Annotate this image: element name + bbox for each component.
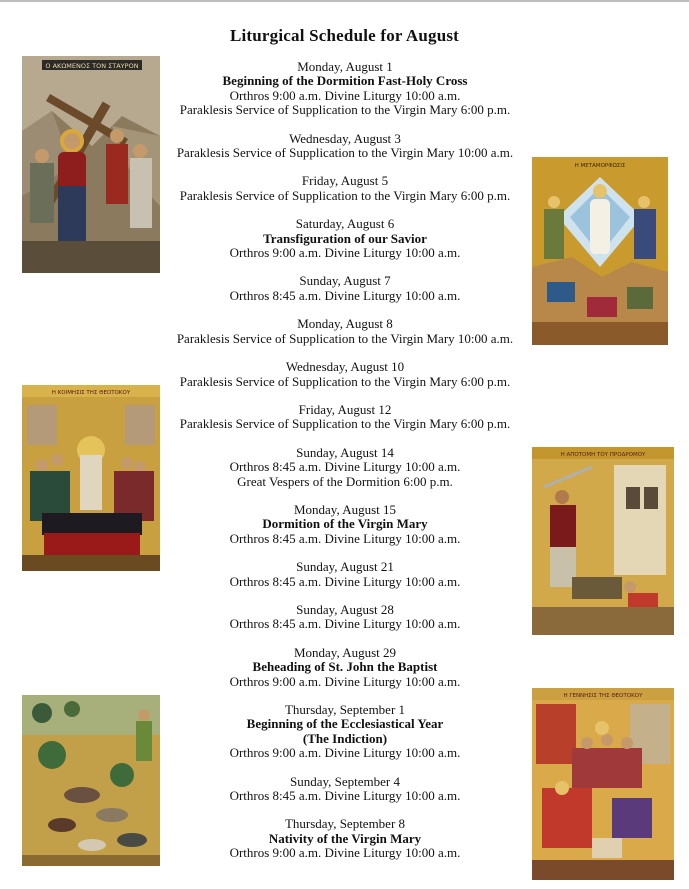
page-title: Liturgical Schedule for August xyxy=(229,26,460,45)
entry-service: Orthros 9:00 a.m. Divine Liturgy 10:00 a.m. xyxy=(229,745,461,761)
entry-service: Orthros 8:45 a.m. Divine Liturgy 10:00 a.m. xyxy=(229,573,461,589)
schedule-entry xyxy=(150,775,540,804)
entry-service: Orthros 8:45 a.m. Divine Liturgy 10:00 a.m. xyxy=(229,530,461,546)
entry-date: Thursday, September 1 xyxy=(284,702,406,717)
entry-date: Sunday, September 4 xyxy=(290,773,400,789)
entry-date: Sunday, August 7 xyxy=(299,273,391,289)
carrying-cross-caption: Ο ΑΚΩΜΕΝΟΣ ΤΟΝ ΣΤΑΥΡΟΝ xyxy=(45,62,139,70)
entry-service: Orthros 9:00 a.m. Divine Liturgy 10:00 a.m. xyxy=(229,673,461,689)
entry-date: Monday, August 8 xyxy=(297,316,393,332)
dormition-icon xyxy=(22,385,160,571)
entry-service: Paraklesis Service of Supplication to the Virgin Mary 10:00 a.m. xyxy=(176,330,514,346)
entry-feast: Beginning of the Dormition Fast-Holy Cross xyxy=(222,73,468,89)
schedule-entry xyxy=(150,274,540,303)
schedule-entry xyxy=(150,817,540,860)
entry-service: Orthros 8:45 a.m. Divine Liturgy 10:00 a.m. xyxy=(229,287,461,303)
creation-icon xyxy=(22,695,160,866)
entry-feast: Transfiguration of our Savior xyxy=(263,230,427,246)
schedule-entry xyxy=(150,174,540,203)
schedule-entry xyxy=(150,360,540,389)
entry-date: Sunday, August 21 xyxy=(296,559,394,575)
entry-date: Friday, August 12 xyxy=(298,401,392,417)
entry-date: Monday, August 1 xyxy=(297,59,393,74)
entry-feast: (The Indiction) xyxy=(302,730,388,746)
entry-date: Monday, August 29 xyxy=(293,644,397,660)
entry-service: Orthros 9:00 a.m. Divine Liturgy 10:00 a.m. xyxy=(229,245,461,261)
beheading-caption: Η ΑΠΟΤΟΜΗ ΤΟΥ ΠΡΟΔΡΟΜΟΥ xyxy=(560,452,646,458)
schedule-entry xyxy=(150,503,540,546)
entry-date: Monday, August 15 xyxy=(293,501,397,517)
entry-service: Orthros 8:45 a.m. Divine Liturgy 10:00 a.m. xyxy=(229,788,461,804)
entry-service: Orthros 9:00 a.m. Divine Liturgy 10:00 a.m. xyxy=(229,845,461,861)
entry-service: Paraklesis Service of Supplication to the Virgin Mary 6:00 p.m. xyxy=(179,187,511,203)
top-rule xyxy=(0,0,689,2)
schedule-entry xyxy=(150,132,540,161)
entry-date: Friday, August 5 xyxy=(301,173,389,189)
entry-date: Sunday, August 28 xyxy=(296,601,394,617)
entry-service: Paraklesis Service of Supplication to the Virgin Mary 6:00 p.m. xyxy=(179,416,511,432)
entry-date: Saturday, August 6 xyxy=(295,216,395,232)
schedule-entry xyxy=(150,703,540,761)
transfiguration-icon xyxy=(532,157,668,345)
entry-feast: Nativity of the Virgin Mary xyxy=(268,830,422,846)
nativity-theotokos-icon xyxy=(532,688,674,880)
entry-service: Orthros 8:45 a.m. Divine Liturgy 10:00 a.m. xyxy=(229,459,461,475)
schedule-entry xyxy=(150,403,540,432)
schedule-entry xyxy=(150,217,540,260)
schedule-list xyxy=(150,60,540,875)
entry-date: Sunday, August 14 xyxy=(296,444,394,460)
schedule-entry xyxy=(150,317,540,346)
schedule-entry xyxy=(150,603,540,632)
entry-date: Thursday, September 8 xyxy=(284,816,406,832)
entry-date: Wednesday, August 10 xyxy=(285,359,405,375)
entry-service: Paraklesis Service of Supplication to the Virgin Mary 10:00 a.m. xyxy=(176,145,514,161)
schedule-entry xyxy=(150,60,540,118)
schedule-entry xyxy=(150,646,540,689)
dormition-caption: Η ΚΟΙΜΗΣΙΣ ΤΗΣ ΘΕΟΤΟΚΟΥ xyxy=(51,390,131,396)
entry-service: Orthros 8:45 a.m. Divine Liturgy 10:00 a.m. xyxy=(229,616,461,632)
beheading-icon xyxy=(532,447,674,635)
entry-service: Great Vespers of the Dormition 6:00 p.m. xyxy=(237,473,453,489)
entry-feast: Beheading of St. John the Baptist xyxy=(252,659,438,675)
entry-date: Wednesday, August 3 xyxy=(289,130,401,146)
schedule-entry xyxy=(150,446,540,489)
entry-service: Orthros 9:00 a.m. Divine Liturgy 10:00 a.m. xyxy=(229,87,461,103)
entry-service: Paraklesis Service of Supplication to the Virgin Mary 6:00 p.m. xyxy=(179,102,511,118)
entry-feast: Beginning of the Ecclesiastical Year xyxy=(246,716,444,732)
transfiguration-caption: Η ΜΕΤΑΜΟΡΦΩΣΙΣ xyxy=(574,163,626,169)
schedule-entry xyxy=(150,560,540,589)
carrying-cross-icon xyxy=(22,56,160,273)
nativity-theotokos-caption: Η ΓΕΝΝΗΣΙΣ ΤΗΣ ΘΕΟΤΟΚΟΥ xyxy=(563,693,643,699)
entry-service: Paraklesis Service of Supplication to the Virgin Mary 6:00 p.m. xyxy=(179,373,511,389)
entry-feast: Dormition of the Virgin Mary xyxy=(262,516,428,532)
